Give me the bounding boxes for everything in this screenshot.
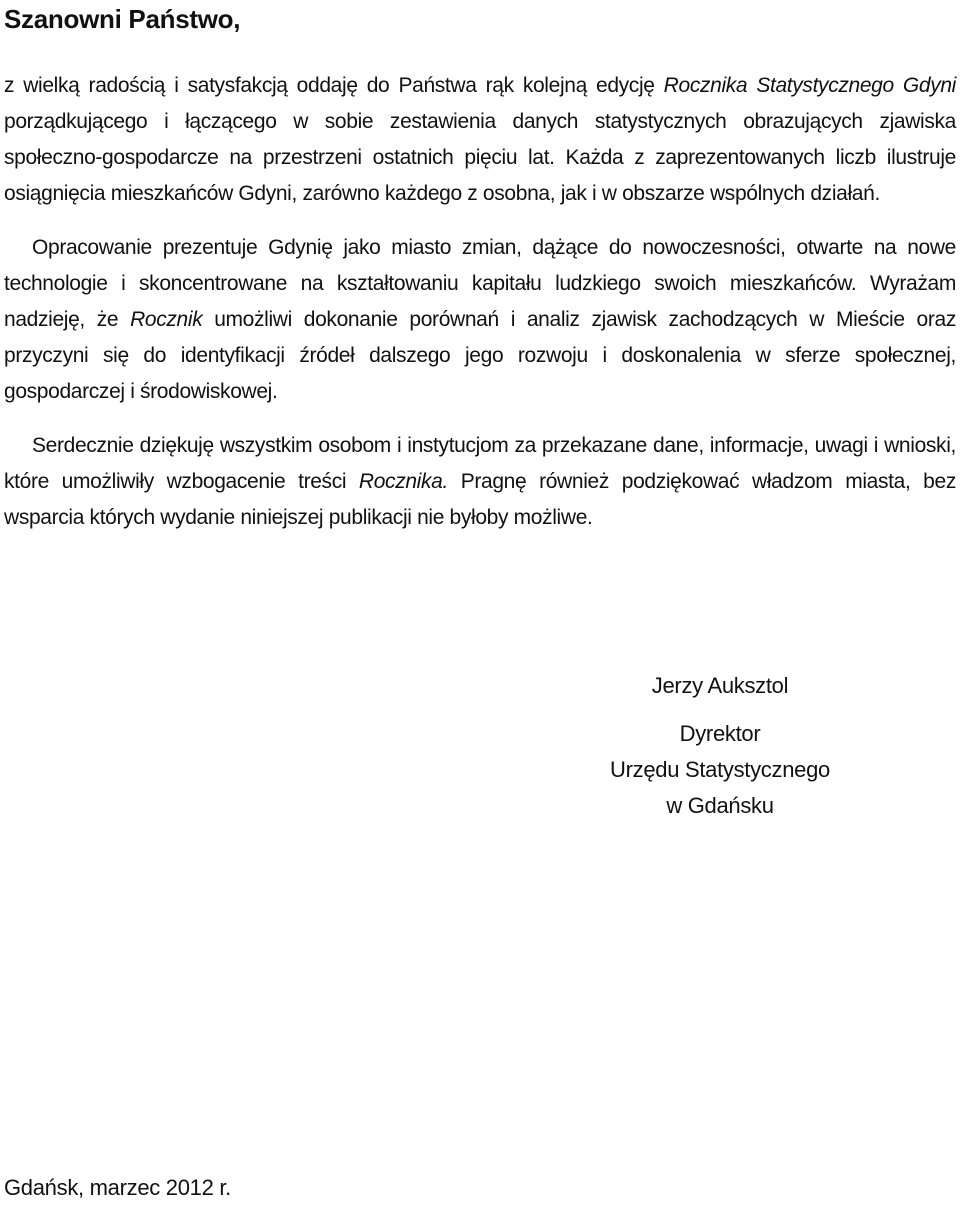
paragraph-thanks-text-b: Pragnę również podziękować władzom miasta, bez wsparcia których wydanie niniejszej publikacji nie byłoby możliwe.: [4, 470, 956, 529]
paragraph-intro-text-a: z wielką radością i satysfakcją oddaję do Państwa rąk kolejną edycję: [4, 74, 664, 97]
signatory-office: Urzędu Statystycznego: [610, 757, 830, 782]
yearbook-name: Rocznik: [130, 308, 203, 331]
yearbook-title: Rocznika Statystycznego Gdyni: [663, 74, 957, 97]
paragraph-description: [4, 230, 956, 410]
paragraph-intro: [4, 68, 956, 212]
signatory-name: Jerzy Auksztol: [651, 673, 789, 698]
signature-block: [560, 668, 880, 824]
letter-body: [4, 68, 956, 536]
paragraph-thanks: [4, 428, 956, 536]
greeting-heading: Szanowni Państwo,: [4, 4, 241, 34]
place-and-date: Gdańsk, marzec 2012 r.: [4, 1175, 231, 1200]
paragraph-description-text-a: Opracowanie prezentuje Gdynię jako miasto zmian, dążące do nowoczesności, otwarte na nowe technologie i skoncentrowane na kształtowaniu kapitału ludzkiego swoich mieszkańców. Wyrażam nadzieję, że: [4, 236, 956, 331]
paragraph-thanks-text-a: Serdecznie dziękuję wszystkim osobom i instytucjom za przekazane dane, informacje, uwagi i wnioski, które umożliwiły wzbogacenie treści: [4, 434, 956, 493]
yearbook-name-genitive: Rocznika.: [358, 470, 448, 493]
paragraph-intro-text-b: porządkującego i łączącego w sobie zestawienia danych statystycznych obrazujących zjawiska społeczno-gospodarcze na przestrzeni ostatnich pięciu lat. Każda z zaprezentowanych liczb ilustruje osiągnięcia mieszkańców Gdyni, zarówno każdego z osobna, jak i w obszarze wspólnych działań.: [4, 110, 956, 205]
signatory-city: w Gdańsku: [666, 793, 774, 818]
paragraph-description-text-b: umożliwi dokonanie porównań i analiz zjawisk zachodzących w Mieście oraz przyczyni się do identyfikacji źródeł dalszego jego rozwoju i doskonalenia w sferze społecznej, gospodarczej i środowiskowej.: [4, 308, 956, 403]
signatory-title: Dyrektor: [679, 721, 761, 746]
